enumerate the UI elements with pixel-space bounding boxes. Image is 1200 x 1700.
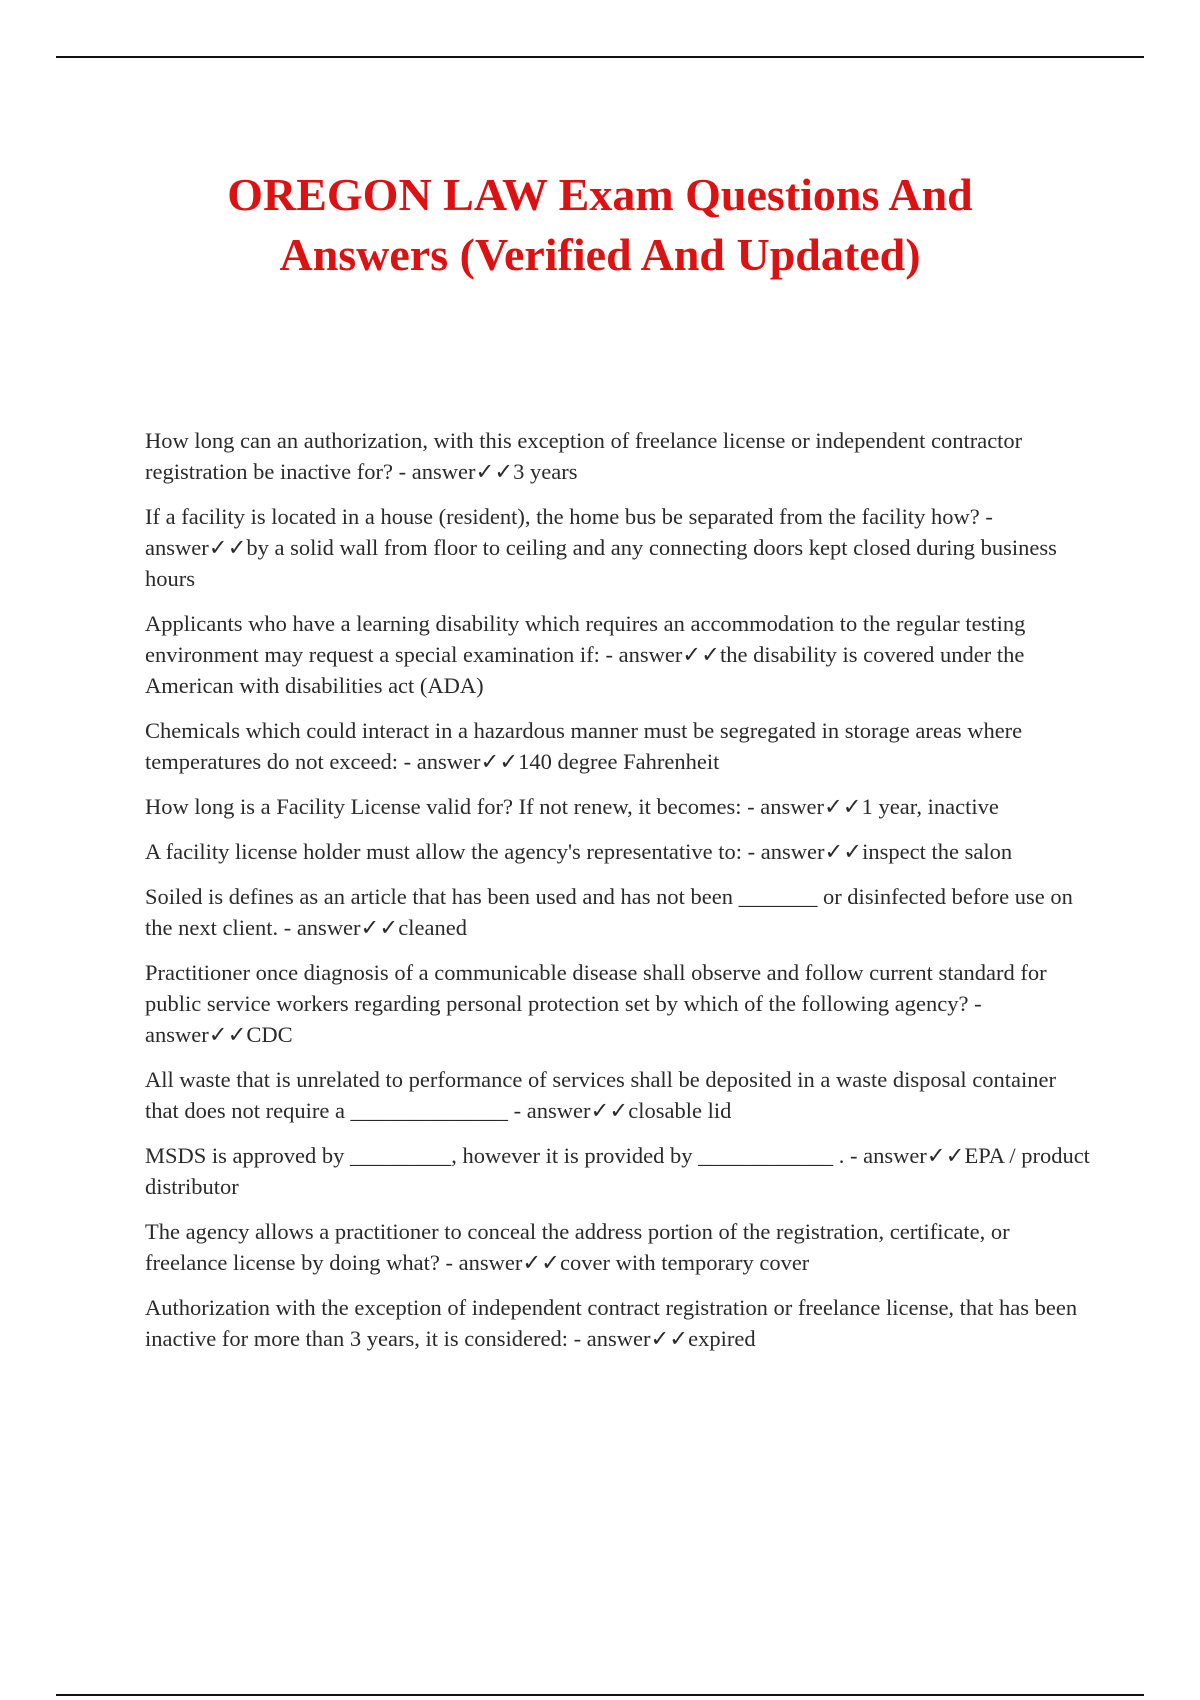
qa-item: Applicants who have a learning disability which requires an accommodation to the regular testing environment may request a special examination if: - answer✓✓the disability is covered under the American with disabilities act (ADA) xyxy=(145,611,1026,698)
qa-item: Soiled is defines as an article that has been used and has not been _______ or disinfected before use on the next client. - answer✓✓cleaned xyxy=(145,884,1073,940)
document-title: OREGON LAW Exam Questions And Answers (Verified And Updated) xyxy=(227,169,973,280)
qa-list xyxy=(145,425,1090,1368)
qa-item: Authorization with the exception of independent contract registration or freelance license, that has been inactive for more than 3 years, it is considered: - answer✓✓expired xyxy=(145,1295,1078,1351)
qa-item: How long can an authorization, with this exception of freelance license or independent contractor registration be inactive for? - answer✓✓3 years xyxy=(145,428,1023,484)
qa-item: MSDS is approved by _________, however it is provided by ____________ . - answer✓✓EPA / product distributor xyxy=(145,1143,1090,1199)
qa-item: Chemicals which could interact in a hazardous manner must be segregated in storage areas where temperatures do not exceed: - answer✓✓140 degree Fahrenheit xyxy=(145,718,1023,774)
qa-item: If a facility is located in a house (resident), the home bus be separated from the facility how? - answer✓✓by a solid wall from floor to ceiling and any connecting doors kept closed during business hours xyxy=(145,504,1057,591)
qa-item: A facility license holder must allow the agency's representative to: - answer✓✓inspect the salon xyxy=(145,839,1013,864)
qa-item: All waste that is unrelated to performance of services shall be deposited in a waste disposal container that does not require a ______________ - answer✓✓closable lid xyxy=(145,1067,1056,1123)
top-rule xyxy=(56,56,1144,58)
qa-item: Practitioner once diagnosis of a communicable disease shall observe and follow current standard for public service workers regarding personal protection set by which of the following agency? - answer✓✓CDC xyxy=(145,960,1047,1047)
qa-item: How long is a Facility License valid for? If not renew, it becomes: - answer✓✓1 year, inactive xyxy=(145,794,999,819)
bottom-rule xyxy=(56,1694,1144,1696)
qa-item: The agency allows a practitioner to conceal the address portion of the registration, certificate, or freelance license by doing what? - answer✓✓cover with temporary cover xyxy=(145,1219,1010,1275)
